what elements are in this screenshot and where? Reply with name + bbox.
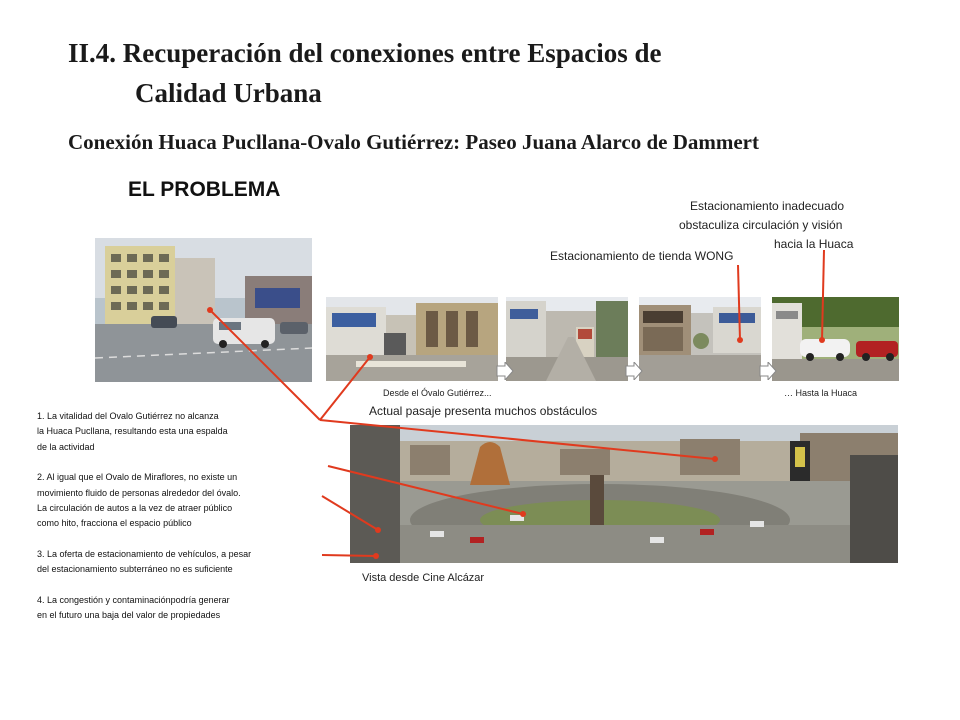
view-caption: Vista desde Cine Alcázar	[362, 572, 485, 584]
parking-callout-line-3: hacia la Huaca	[774, 237, 854, 251]
wong-parking-callout: Estacionamiento de tienda WONG	[550, 249, 734, 263]
from-oval-label: Desde el Óvalo Gutiérrez...	[383, 388, 492, 398]
section-heading: EL PROBLEMA	[128, 178, 281, 201]
note-3: 3. La oferta de estacionamiento de vehículos, a pesar del estacionamiento subterráneo no es suficiente	[37, 548, 252, 575]
oval-street-photo	[95, 238, 312, 382]
note-2: 2. Al igual que el Ovalo de Miraflores, no existe un movimiento fluido de personas alrededor del óvalo. La circulación de autos a la vez de atraer público como hito, fracciona el espacio público	[37, 472, 241, 529]
title-line-1: II.4. Recuperación del conexiones entre Espacios de	[68, 38, 662, 68]
note-1: 1. La vitalidad del Ovalo Gutiérrez no alcanza la Huaca Pucllana, resultando esta una espalda de la actividad	[37, 411, 228, 452]
title-line-2: Calidad Urbana	[135, 78, 322, 108]
parking-callout-line-1: Estacionamiento inadecuado	[690, 199, 845, 213]
arrow-right-icon	[496, 362, 514, 385]
problem-notes	[37, 409, 337, 638]
arrow-right-icon	[625, 362, 643, 385]
arrow-right-icon	[759, 362, 777, 385]
oval-panorama-photo	[350, 425, 898, 563]
huaca-parking-photo	[772, 297, 899, 381]
passage-photo-3	[639, 297, 761, 381]
passage-photo-2	[506, 297, 628, 381]
subtitle: Conexión Huaca Pucllana-Ovalo Gutiérrez: Paseo Juana Alarco de Dammert	[68, 130, 759, 154]
parking-callout-line-2: obstaculiza circulación y visión	[679, 218, 843, 232]
passage-obstacles-label: Actual pasaje presenta muchos obstáculos	[369, 404, 598, 418]
passage-photo-1	[326, 297, 498, 381]
note-4: 4. La congestión y contaminaciónpodría generar en el futuro una baja del valor de propiedades	[37, 594, 230, 621]
to-huaca-label: … Hasta la Huaca	[784, 388, 858, 398]
